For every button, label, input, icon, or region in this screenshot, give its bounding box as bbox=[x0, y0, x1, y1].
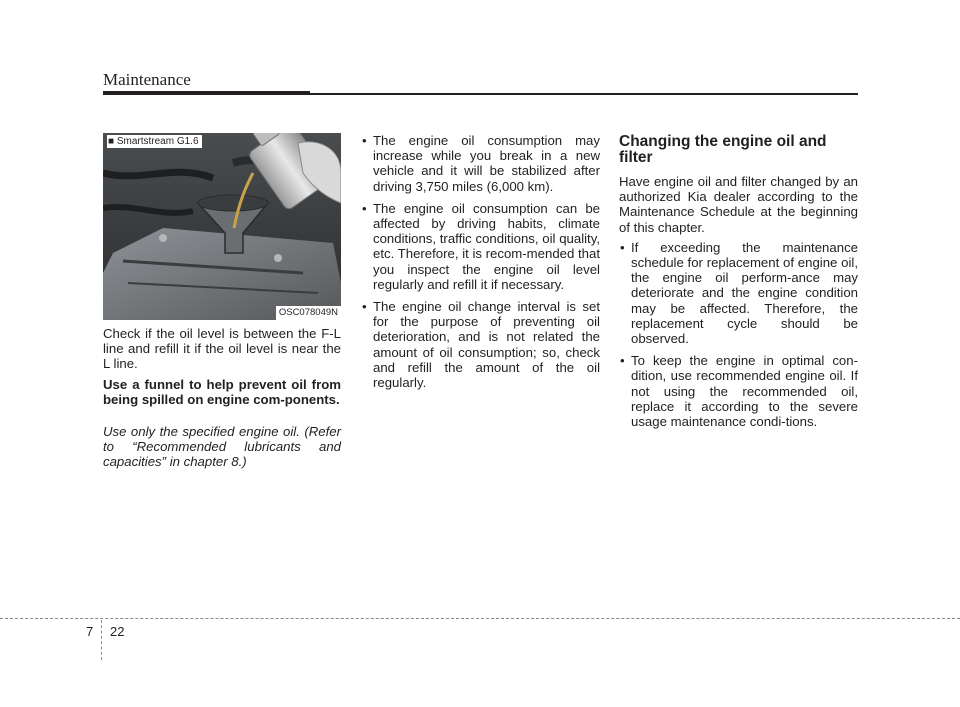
oil-change-bullets bbox=[619, 240, 858, 429]
section-title: Maintenance bbox=[103, 70, 191, 89]
oil-change-paragraph: Have engine oil and filter changed by an authorized Kia dealer according to the Maintenance Schedule at the beginning of this chapter. bbox=[619, 174, 858, 235]
bullet-icon: • bbox=[620, 353, 625, 369]
bullet-icon: • bbox=[362, 133, 367, 148]
consumption-bullets bbox=[361, 133, 600, 390]
engine-oil-figure bbox=[103, 133, 341, 320]
footer-divider bbox=[101, 620, 102, 660]
right-column bbox=[619, 134, 858, 436]
list-item: • The engine oil consumption may increase while you break in a new vehicle and it will be stabilized after driving 3,750 miles (6,000 km). bbox=[362, 133, 600, 194]
list-item: • The engine oil consumption can be affected by driving habits, climate conditions, traffic conditions, oil quality, etc. Therefore, it is recom-mended that you inspect the engine oil level regularly and refill it if necessary. bbox=[362, 200, 600, 292]
engine-oil-refill-illustration bbox=[103, 133, 341, 320]
figure-label: ■ Smartstream G1.6 bbox=[107, 135, 202, 148]
chapter-number: 7 bbox=[86, 624, 94, 639]
left-column bbox=[103, 326, 341, 470]
bullet-icon: • bbox=[362, 299, 367, 315]
specified-oil-note: Use only the specified engine oil. (Refer to “Recommended lubricants and capacities” in chapter 8.) bbox=[103, 424, 341, 470]
footer-rule bbox=[0, 618, 960, 619]
page-number: 22 bbox=[110, 624, 125, 639]
list-item: • If exceeding the maintenance schedule for replacement of engine oil, the engine oil perform-ance may deteriorate and the engine condition may be affected. Therefore, the replacement cycle should be observed. bbox=[620, 239, 858, 347]
header-rule bbox=[310, 93, 858, 95]
header-bar bbox=[103, 91, 310, 95]
figure-code: OSC078049N bbox=[276, 306, 341, 320]
middle-column bbox=[361, 133, 600, 397]
funnel-note: Use a funnel to help prevent oil from being spilled on engine com-ponents. bbox=[103, 376, 341, 407]
list-item: • The engine oil change interval is set for the purpose of preventing oil deterioration, and is not related the amount of oil consumption; so, check and refill the amount of the oil regularly. bbox=[362, 299, 600, 391]
section-heading: Changing the engine oil and filter bbox=[619, 133, 827, 166]
bullet-icon: • bbox=[362, 200, 367, 216]
oil-level-paragraph: Check if the oil level is between the F-L line and refill it if the oil level is near the L line. bbox=[103, 326, 341, 372]
bullet-icon: • bbox=[620, 239, 625, 255]
list-item: • To keep the engine in optimal con-dition, use recommended engine oil. If not using the recommended oil, replace it according to the severe usage maintenance condi-tions. bbox=[620, 353, 858, 430]
